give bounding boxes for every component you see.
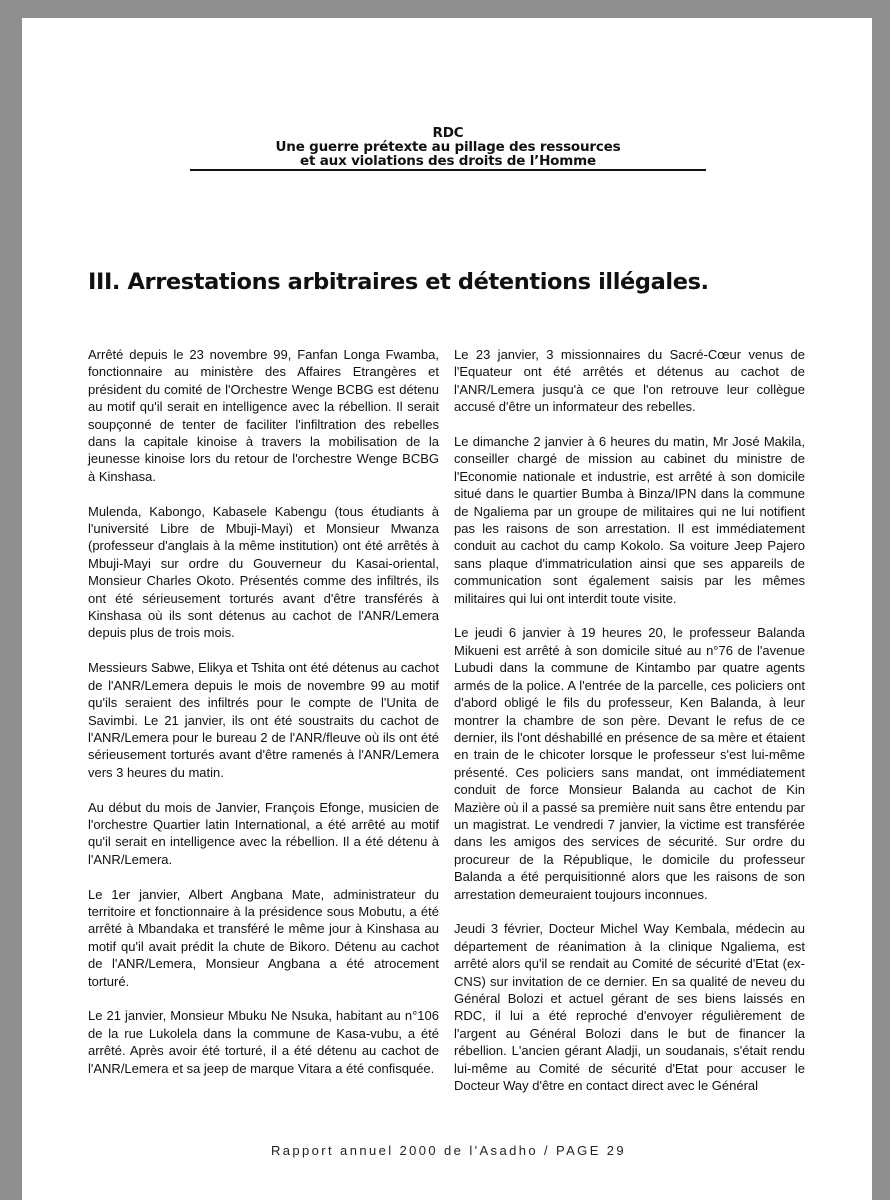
paragraph: Arrêté depuis le 23 novembre 99, Fanfan Longa Fwamba, fonctionnaire au ministère des Affaires Etrangères et président du comité de l'Orchestre Wenge BCBG est détenu au motif qu'il serait en intelligence avec la rébellion. Il serait soupçonné de tenter de faciliter l'infiltration des rebelles dans la capitale kinoise à travers la mobilisation de la jeunesse kinoise lors du retour de l'orchestre Wenge BCBG à Kinshasa. xyxy=(88,347,439,484)
document-header xyxy=(190,126,706,171)
document-page xyxy=(22,18,872,1200)
right-column xyxy=(454,346,805,1112)
header-rule xyxy=(190,169,706,171)
section-title: III. Arrestations arbitraires et détentions illégales. xyxy=(88,269,709,295)
paragraph: Le 23 janvier, 3 missionnaires du Sacré-Cœur venus de l'Equateur ont été arrêtés et détenus au cachot de l'ANR/Lemera jusqu'à ce que l'on retrouve leur collègue accusé d'être un informateur des rebelles. xyxy=(454,347,805,415)
paragraph: Jeudi 3 février, Docteur Michel Way Kembala, médecin au département de réanimation à la clinique Ngaliema, est arrêté alors qu'il se rendait au Comité de sécurité d'Etat (ex-CNS) sur invitation de ce dernier. En sa qualité de neveu du Général Bolozi et actuel gérant de ses biens laissés en RDC, il lui a été reproché d'envoyer régulièrement de l'argent au Général Bolozi dans le but de financer la rébellion. L'ancien gérant Aladji, un soudanais, s'était rendu lui-même au Comité de sécurité d'Etat pour accuser le Docteur Way d'être en contact direct avec le Général xyxy=(454,921,805,1094)
header-line-subtitle-2: et aux violations des droits de l’Homme xyxy=(300,153,596,169)
paragraph: Messieurs Sabwe, Elikya et Tshita ont été détenus au cachot de l'ANR/Lemera depuis le mois de novembre 99 au motif qu'ils seraient des infiltrés pour le compte de l'Unita de Savimbi. Le 21 janvier, ils ont été soustraits du cachot de l'ANR/Lemera pour le bureau 2 de l'ANR/fleuve où ils ont été sérieusement torturés avant d'être ramenés à l'ANR/Lemera vers 3 heures du matin. xyxy=(88,660,439,780)
left-column xyxy=(88,346,439,1094)
paragraph: Mulenda, Kabongo, Kabasele Kabengu (tous étudiants à l'université Libre de Mbuji-Mayi) et Monsieur Mwanza (professeur d'anglais à la même institution) ont été arrêtés à Mbuji-Mayi sur ordre du Gouverneur du Kasai-oriental, Monsieur Charles Okoto. Présentés comme des infiltrés, ils ont été sérieusement torturés avant d'être transférés à Kinshasa où ils sont détenus au cachot de l'ANR/Lemera depuis plus de trois mois. xyxy=(88,503,439,641)
paragraph: Le jeudi 6 janvier à 19 heures 20, le professeur Balanda Mikueni est arrêté à son domicile situé au n°76 de l'avenue Lubudi dans la commune de Kintambo par quatre agents armés de la police. A l'entrée de la parcelle, ces policiers ont d'abord obligé le fils du professeur, Ken Balanda, à leur montrer la chambre de son père. Devant le refus de ce dernier, ils l'ont déshabillé en présence de sa mère et étaient en train de le chicoter lorsque le professeur s'est lui-même présenté. Ces policiers sans mandat, ont immédiatement conduit de force Monsieur Balanda au cachot de Kin Mazière où il a passé sa première nuit sans être entendu par un magistrat. Le vendredi 7 janvier, la victime est transférée dans les amigos des services de sécurité. Sur ordre du procureur de la République, le domicile du professeur Balanda a été perquisitionné alors que les raisons de son arrestation demeuraient toujours inconnues. xyxy=(454,625,805,902)
page-footer: Rapport annuel 2000 de l'Asadho / PAGE 29 xyxy=(271,1143,627,1158)
header-line-rdc: RDC xyxy=(432,125,464,141)
paragraph: Le 21 janvier, Monsieur Mbuku Ne Nsuka, habitant au n°106 de la rue Lukolela dans la commune de Kasa-vubu, a été arrêté. Après avoir été torturé, il a été détenu au cachot de l'ANR/Lemera et sa jeep de marque Vitara a été confisquée. xyxy=(88,1008,439,1076)
paragraph: Au début du mois de Janvier, François Efonge, musicien de l'orchestre Quartier latin International, a été arrêté au motif qu'il serait en intelligence avec la rébellion. Il a été détenu à l'ANR/Lemera. xyxy=(88,799,439,867)
header-line-subtitle-1: Une guerre prétexte au pillage des ressources xyxy=(275,139,621,155)
paragraph: Le dimanche 2 janvier à 6 heures du matin, Mr José Makila, conseiller chargé de mission au cabinet du ministre de l'Economie nationale et industrie, est arrêté à son domicile situé dans le quartier Bumba à Binza/IPN dans la commune de Ngaliema par un groupe de militaires qui ne lui notifient pas les raisons de son arrestation. Il est immédiatement conduit au cachot du camp Kokolo. Sa voiture Jeep Pajero sans plaque d'immatriculation ainsi que ses appareils de communication sont également saisis par les mêmes militaires qui lui ont interdit toute visite. xyxy=(454,434,805,606)
paragraph: Le 1er janvier, Albert Angbana Mate, administrateur du territoire et fonctionnaire à la présidence sous Mobutu, a été arrêté à Mbandaka et transféré le même jour à Kinshasa au motif qu'il avait prédit la chute de Bikoro. Détenu au cachot de l'ANR/Lemera, Monsieur Angbana a été atrocement torturé. xyxy=(88,886,439,989)
